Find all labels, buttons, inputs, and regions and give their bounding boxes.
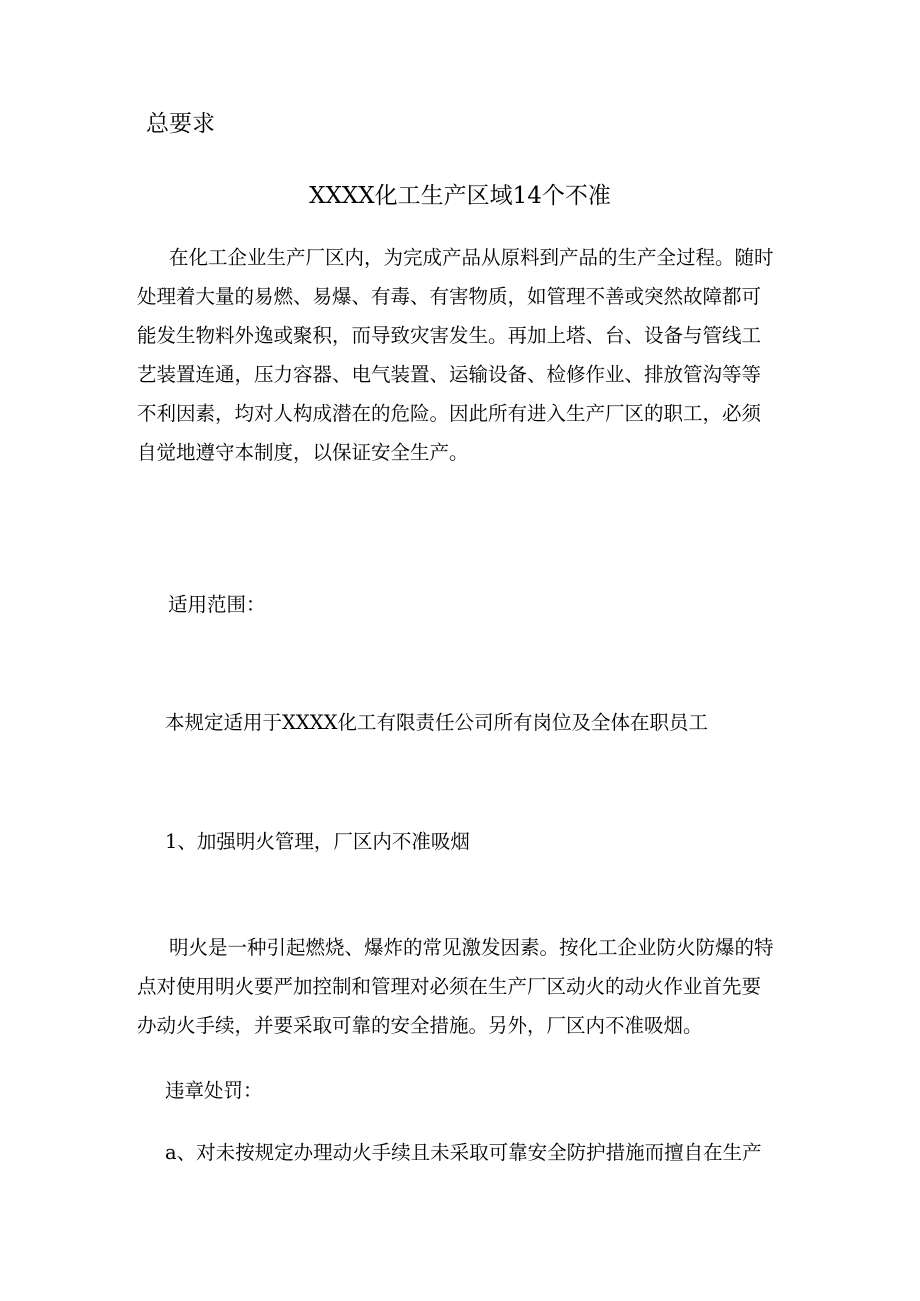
- intro-line: 艺装置连通，压力容器、电气装置、运输设备、检修作业、排放管沟等等: [137, 363, 762, 386]
- intro-line: 处理着大量的易燃、易爆、有毒、有害物质，如管理不善或突然故障都可: [137, 285, 762, 308]
- document-title: XXXX化工生产区域14个不准: [309, 183, 611, 209]
- rule-1-title: 1、加强明火管理，厂区内不准吸烟: [165, 830, 470, 853]
- intro-line: 不利因素，均对人构成潜在的危险。因此所有进入生产厂区的职工，必须: [137, 402, 762, 425]
- rule-1-line: 明火是一种引起燃烧、爆炸的常见激发因素。按化工企业防火防爆的特: [169, 936, 774, 959]
- penalty-label: 违章处罚：: [165, 1079, 263, 1102]
- penalty-item-a: a、对未按规定办理动火手续且未采取可靠安全防护措施而擅自在生产: [165, 1141, 762, 1164]
- rule-1-line: 办动火手续，并要采取可靠的安全措施。另外，厂区内不准吸烟。: [137, 1014, 703, 1037]
- intro-line: 能发生物料外逸或聚积，而导致灾害发生。再加上塔、台、设备与管线工: [137, 324, 762, 347]
- intro-line: 自觉地遵守本制度，以保证安全生产。: [137, 441, 469, 464]
- scope-text: 本规定适用于XXXX化工有限责任公司所有岗位及全体在职员工: [165, 711, 709, 734]
- section-heading-general: 总要求: [146, 111, 215, 137]
- rule-1-line: 点对使用明火要严加控制和管理对必须在生产厂区动火的动火作业首先要: [137, 975, 762, 998]
- rule-1-paragraph: [137, 928, 787, 1045]
- intro-paragraph: [137, 238, 787, 472]
- scope-label: 适用范围：: [168, 593, 266, 616]
- intro-line: 在化工企业生产厂区内，为完成产品从原料到产品的生产全过程。随时: [169, 246, 774, 269]
